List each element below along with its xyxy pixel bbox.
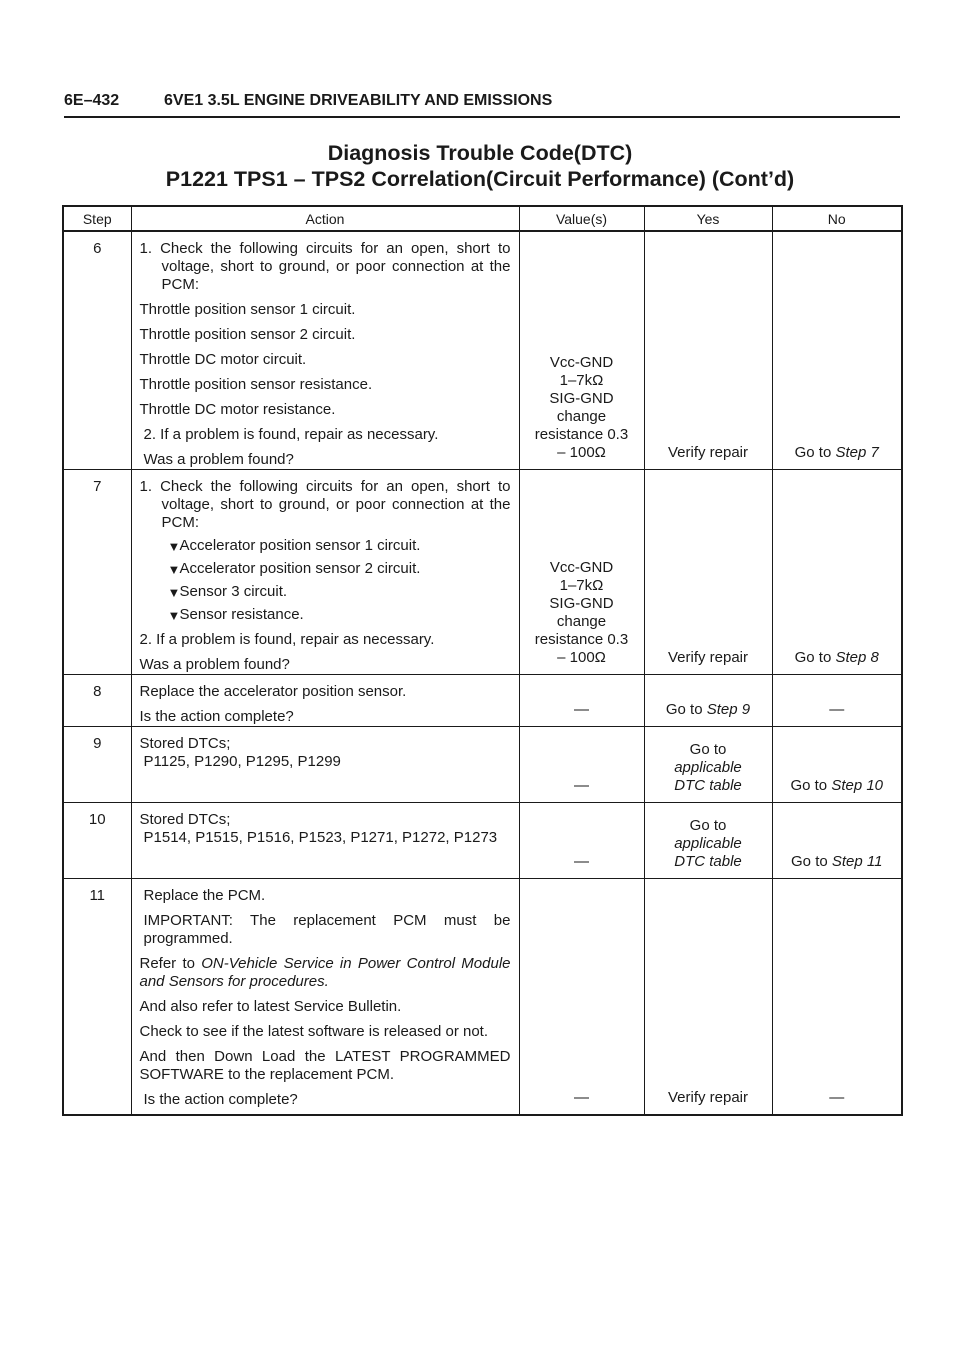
action-item: 1. Check the following circuits for an open, short to voltage, short to ground, or poor connection at the PCM: [139,240,511,293]
table-row [63,231,902,470]
no-prefix: Go to [794,444,836,461]
table-row [63,470,902,675]
yes-cell[interactable] [644,803,772,879]
value-line: – 100Ω [557,649,606,666]
step-number: 11 [63,879,131,1115]
action-line: Replace the PCM. [143,887,266,904]
important-note: IMPORTANT: The replacement PCM must be programmed. [143,912,511,947]
header-action: Action [131,206,519,231]
bullet-item: ▼ Sensor 3 circuit. [167,583,288,600]
value-line: resistance 0.3 [534,426,629,443]
no-cell [772,470,902,675]
bullet-item: ▼ Accelerator position sensor 1 circuit. [167,537,421,554]
action-line: Stored DTCs; [139,735,231,752]
bullet-item: ▼ Sensor resistance. [167,606,304,623]
triangle-bullet-icon: ▼ [167,562,181,577]
action-line: And then Down Load the LATEST PROGRAMMED SOFTWARE to the replacement PCM. [139,1048,511,1083]
no-prefix: Go to [794,649,836,666]
dtc-table-link: applicable [674,835,742,852]
values-cell [519,231,644,470]
step-link[interactable]: Step 9 [706,701,751,718]
table-row [63,675,902,727]
no-cell: — [772,675,902,727]
step-number: 9 [63,727,131,803]
header-step: Step [63,206,131,231]
action-cell [131,803,519,879]
refer-line: Refer to ON-Vehicle Service in Power Control Module and Sensors for procedures. [139,955,511,990]
yes-cell: Verify repair [644,879,772,1115]
yes-prefix: Go to [665,701,707,718]
diagnostic-table [62,205,903,1116]
no-prefix: Go to [790,777,832,794]
important-label: IMPORTANT: [143,912,233,929]
yes-cell [644,675,772,727]
triangle-bullet-icon: ▼ [167,608,181,623]
action-item: 2. If a problem is found, repair as necessary. [143,426,439,443]
values-cell [519,470,644,675]
action-line: Replace the accelerator position sensor. [139,683,407,700]
header-values: Value(s) [519,206,644,231]
values-cell: — [519,727,644,803]
value-line: SIG-GND [549,390,614,407]
action-cell [131,470,519,675]
action-line: Stored DTCs; [139,811,231,828]
step-link[interactable]: Step 7 [835,444,879,461]
action-question: Was a problem found? [143,451,294,468]
section-title: 6VE1 3.5L ENGINE DRIVEABILITY AND EMISSIONS [164,92,553,109]
action-cell [131,727,519,803]
value-line: resistance 0.3 [534,631,629,648]
action-cell [131,231,519,470]
no-cell [772,803,902,879]
value-line: 1–7kΩ [559,577,604,594]
action-question: Is the action complete? [143,1091,298,1108]
step-link[interactable]: Step 11 [831,853,883,870]
yes-line: Go to [689,817,727,834]
values-cell: — [519,675,644,727]
table-header-row [63,206,902,231]
value-line: Vcc-GND [549,559,614,576]
yes-cell: Verify repair [644,470,772,675]
yes-cell[interactable] [644,727,772,803]
value-line: change [556,408,607,425]
step-number: 10 [63,803,131,879]
table-row [63,803,902,879]
action-item: 1. Check the following circuits for an open, short to voltage, short to ground, or poor connection at the PCM: [139,478,511,531]
title-line-1: Diagnosis Trouble Code(DTC) [327,141,633,165]
action-question: Was a problem found? [139,656,290,673]
no-cell [772,231,902,470]
no-prefix: Go to [791,853,832,870]
action-question: Is the action complete? [139,708,294,725]
action-line: Check to see if the latest software is released or not. [139,1023,489,1040]
value-line: 1–7kΩ [559,372,604,389]
action-line: Throttle position sensor 1 circuit. [139,301,356,318]
value-line: Vcc-GND [549,354,614,371]
step-number: 7 [63,470,131,675]
action-line: Throttle position sensor resistance. [139,376,373,393]
no-cell [772,727,902,803]
dtc-table-link: applicable [674,759,742,776]
yes-cell: Verify repair [644,231,772,470]
value-line: SIG-GND [549,595,614,612]
value-line: – 100Ω [557,444,606,461]
action-line: P1125, P1290, P1295, P1299 [143,753,341,770]
dtc-table-link: DTC table [674,777,742,794]
title-line-2: P1221 TPS1 – TPS2 Correlation(Circuit Performance) (Cont’d) [165,167,795,191]
header-no: No [772,206,902,231]
action-line: And also refer to latest Service Bulletin. [139,998,402,1015]
values-cell: — [519,803,644,879]
action-cell [131,675,519,727]
page-header [64,90,900,118]
action-cell [131,879,519,1115]
page-title [0,140,960,192]
action-line: Throttle position sensor 2 circuit. [139,326,356,343]
action-line: Throttle DC motor circuit. [139,351,307,368]
values-cell: — [519,879,644,1115]
step-link[interactable]: Step 10 [831,777,884,794]
step-number: 8 [63,675,131,727]
action-line: Throttle DC motor resistance. [139,401,336,418]
no-cell: — [772,879,902,1115]
header-yes: Yes [644,206,772,231]
table-row [63,879,902,1115]
step-link[interactable]: Step 8 [835,649,879,666]
triangle-bullet-icon: ▼ [167,585,181,600]
triangle-bullet-icon: ▼ [167,539,181,554]
action-item: 2. If a problem is found, repair as necessary. [139,631,435,648]
yes-line: Go to [689,741,727,758]
value-line: change [556,613,607,630]
step-number: 6 [63,231,131,470]
bullet-item: ▼ Accelerator position sensor 2 circuit. [167,560,421,577]
dtc-table-link: DTC table [674,853,742,870]
table-row [63,727,902,803]
action-line: P1514, P1515, P1516, P1523, P1271, P1272, P1273 [143,829,498,846]
page-number: 6E–432 [64,92,120,109]
service-procedure-link[interactable]: ON-Vehicle Service in Power Control Module and Sensors for procedures. [139,955,511,990]
